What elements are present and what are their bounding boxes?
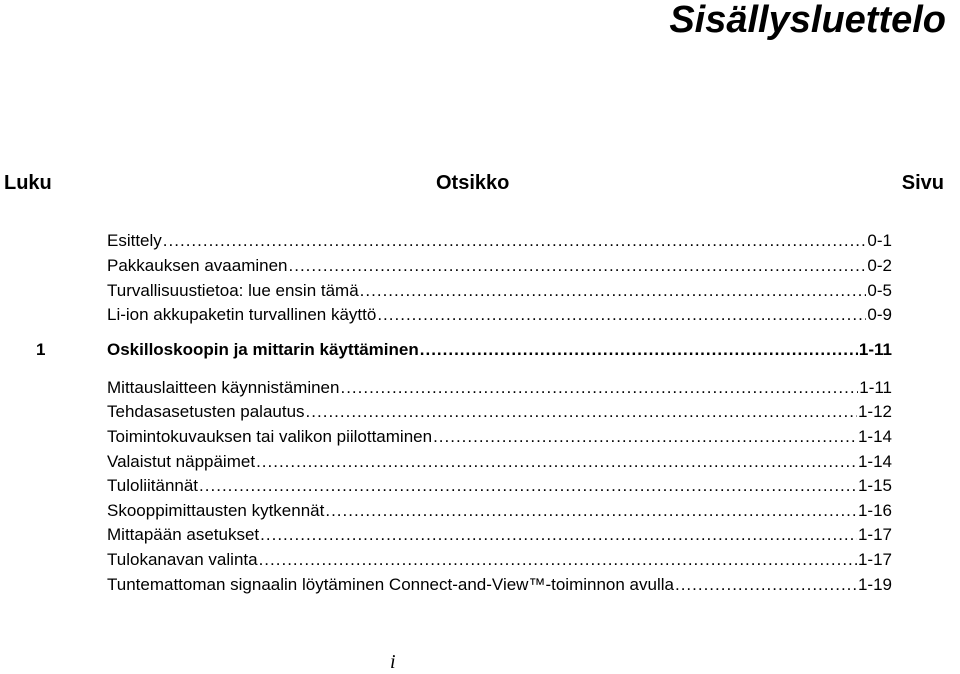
toc-entry-title: Tulokanavan valinta: [107, 550, 258, 569]
toc-entry-title: Li-ion akkupaketin turvallinen käyttö: [107, 305, 377, 324]
page-number: i: [390, 651, 396, 673]
toc-entry-page: 1-11: [858, 340, 892, 359]
toc-chapter-entry[interactable]: [107, 338, 892, 362]
toc-entry-title: Valaistut näppäimet: [107, 452, 256, 471]
toc-entry-title: Tuntemattoman signaalin löytäminen Connect-and-View™-toiminnon avulla: [107, 575, 674, 594]
toc-entry-page: 1-17: [857, 550, 892, 569]
dot-leader: [377, 303, 866, 327]
dot-leader: [360, 279, 867, 303]
toc-entry[interactable]: [107, 229, 892, 253]
column-header-page: Sivu: [901, 172, 944, 194]
dot-leader: [289, 254, 867, 278]
toc-entry[interactable]: [107, 400, 892, 424]
dot-leader: [675, 573, 857, 597]
toc-entry[interactable]: [107, 254, 892, 278]
toc-entry-page: 1-15: [857, 476, 892, 495]
dot-leader: [306, 400, 857, 424]
toc-entry[interactable]: [107, 450, 892, 474]
toc-entry[interactable]: [107, 523, 892, 547]
column-header-chapter: Luku: [4, 172, 52, 194]
dot-leader: [433, 425, 857, 449]
toc-entry-page: 1-16: [857, 501, 892, 520]
dot-leader: [163, 229, 867, 253]
page-title: Sisällysluettelo: [669, 0, 946, 41]
column-header-heading: Otsikko: [436, 172, 510, 194]
toc-entry-title: Tehdasasetusten palautus: [107, 402, 305, 421]
toc-entry-title: Mittapään asetukset: [107, 525, 260, 544]
toc-entry-title: Toimintokuvauksen tai valikon piilottaminen: [107, 427, 433, 446]
toc-entry[interactable]: [107, 573, 892, 597]
toc-entry-page: 1-14: [857, 452, 892, 471]
toc-entry[interactable]: [107, 303, 892, 327]
toc-entry-title: Tuloliitännät: [107, 476, 199, 495]
dot-leader: [199, 474, 857, 498]
toc-entry[interactable]: [107, 499, 892, 523]
toc-entry-page: 0-5: [867, 281, 892, 300]
toc-entry[interactable]: [107, 376, 892, 400]
toc-entry-page: 1-17: [857, 525, 892, 544]
toc-entry-title: Mittauslaitteen käynnistäminen: [107, 378, 340, 397]
chapter-number: 1: [36, 340, 46, 359]
toc-entry-page: 1-12: [857, 402, 892, 421]
dot-leader: [256, 450, 857, 474]
toc-entry-title: Esittely: [107, 231, 162, 250]
toc-entry-page: 0-2: [867, 256, 892, 275]
toc-entry[interactable]: [107, 474, 892, 498]
toc-entry[interactable]: [107, 279, 892, 303]
dot-leader: [259, 548, 857, 572]
dot-leader: [325, 499, 857, 523]
toc-entry-page: 1-14: [857, 427, 892, 446]
dot-leader: [420, 338, 858, 362]
dot-leader: [340, 376, 858, 400]
toc-entry-title: Oskilloskoopin ja mittarin käyttäminen: [107, 340, 419, 359]
toc-entry-title: Turvallisuustietoa: lue ensin tämä: [107, 281, 359, 300]
toc-entry-page: 0-9: [867, 305, 892, 324]
toc-entry-title: Pakkauksen avaaminen: [107, 256, 288, 275]
toc-entry[interactable]: [107, 548, 892, 572]
toc-entry-title: Skooppimittausten kytkennät: [107, 501, 325, 520]
dot-leader: [260, 523, 857, 547]
toc-entry-page: 0-1: [867, 231, 892, 250]
toc-entry-page: 1-19: [857, 575, 892, 594]
toc-entry-page: 1-11: [859, 378, 892, 397]
toc-entry[interactable]: [107, 425, 892, 449]
